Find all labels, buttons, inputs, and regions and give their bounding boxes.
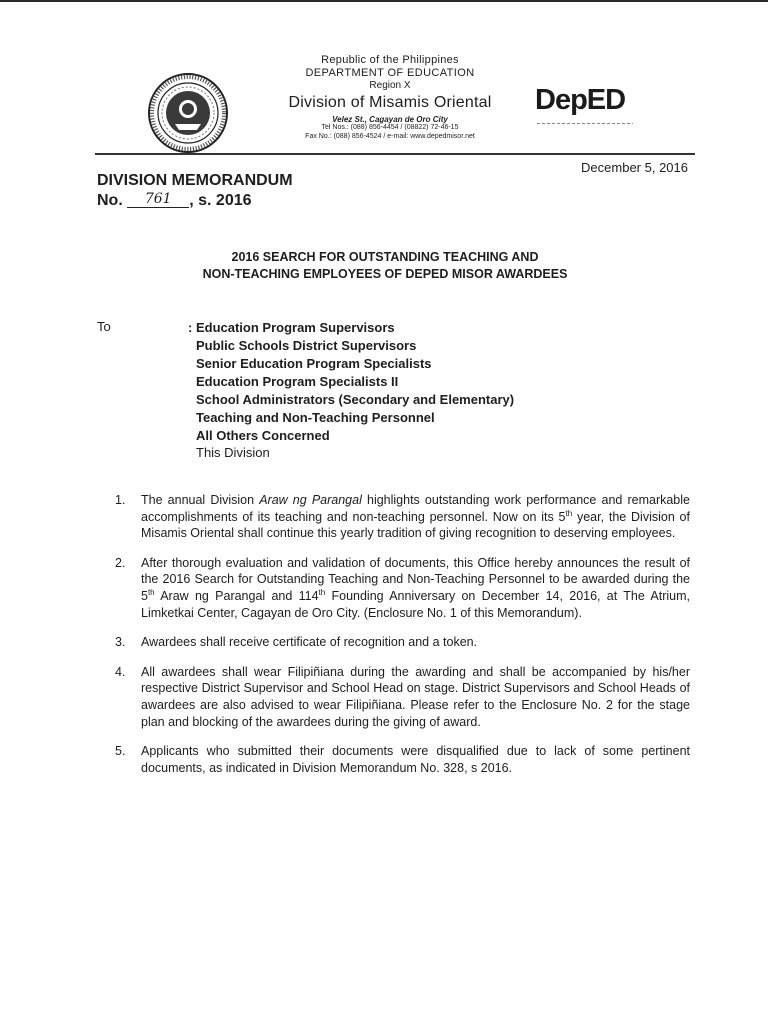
item-number: 5. [115,744,126,759]
recipient: : Education Program Supervisors [188,319,514,337]
memo-date: December 5, 2016 [581,160,688,175]
item-text-part: After thorough evaluation and validation of documents, this Office hereby announces the result of the 2016 Search for Outstanding Teaching and Non-Teaching Personnel to be awarded during the 5 [141,555,690,603]
item-number: 2. [115,555,126,570]
recipient-list [188,319,514,461]
recipient: School Administrators (Secondary and Elementary) [196,392,515,407]
memo-number-prefix: No. [97,192,123,209]
recipient: Education Program Specialists II [196,374,399,389]
item-text: All awardees shall wear Filipiñiana during the awarding and shall be accompanied by his/her respective District Supervisor and School Head on stage. District Supervisors and School Heads of awardees are also advised to wear Filipiñiana. Please refer to the Enclosure No. 2 for the stage plan and blocking of the awardees during the giving of award. [141,664,690,729]
list-item [115,743,690,776]
deped-logo [535,84,635,134]
item-number: 1. [115,493,126,507]
letterhead-telephone: Tel Nos.: (088) 856-4454 / (08822) 72-46-15 [321,124,459,132]
item-text-part: Founding Anniversary on December 14, 2016, at The Atrium, Limketkai Center, Cagayan de Oro City. (Enclosure No. 1 of this Memorandum). [141,588,690,620]
letterhead-region: Region X [369,80,411,92]
list-item [115,555,690,621]
to-label: To [97,319,111,334]
deped-tagline-icon [537,122,633,125]
memo-number-suffix: , s. 2016 [189,192,252,209]
item-text-italic: Araw ng Parangal [259,493,362,507]
item-number: 4. [115,664,126,679]
memo-subject [140,249,630,283]
memo-title: DIVISION MEMORANDUM [97,172,293,189]
item-superscript: th [318,587,326,597]
item-number: 3. [115,635,126,650]
list-item [115,492,690,542]
memo-body [115,492,690,789]
letterhead [240,54,540,141]
top-border [0,0,768,2]
recipient: Teaching and Non-Teaching Personnel [196,410,435,425]
letterhead-republic: Republic of the Philippines [321,54,459,66]
letterhead-fax-email: Fax No.: (088) 856-4524 / e-mail: www.depedmisor.net [305,132,475,140]
subject-line: NON-TEACHING EMPLOYEES OF DEPED MISOR AWARDEES [202,266,568,281]
item-text [141,555,690,621]
list-item [115,664,690,730]
deped-seal-icon [147,72,229,154]
item-text-part: year, the Division of Misamis Oriental shall continue this yearly tradition of giving recognition to deserving employees. [141,509,690,541]
memo-number-handwritten: 761 [127,191,189,208]
item-text: Awardees shall receive certificate of recognition and a token. [141,635,478,650]
recipient: All Others Concerned [196,428,330,443]
item-text-part: Araw ng Parangal and 114 [154,588,319,603]
letterhead-rule [95,153,695,155]
item-text-part: highlights outstanding work performance and remarkable accomplishments of its teaching and non-teaching personnel. Now on its 5 [141,493,690,524]
item-superscript: th [565,508,573,518]
recipient-footer: This Division [196,445,270,460]
letterhead-division: Division of Misamis Oriental [288,94,492,112]
recipient: Public Schools District Supervisors [196,338,417,353]
deped-logo-text: DepED [535,84,626,116]
list-item [115,634,690,651]
letterhead-address: Velez St., Cagayan de Oro City [332,114,448,124]
letterhead-department: DEPARTMENT OF EDUCATION [305,67,475,80]
subject-line: 2016 SEARCH FOR OUTSTANDING TEACHING AND [231,250,539,264]
memo-number [97,192,252,210]
item-text-part: The annual Division [141,493,260,507]
item-text: Applicants who submitted their documents were disqualified due to lack of some pertinent documents, as indicated in Division Memorandum No. 328, s 2016. [141,744,690,775]
item-text [141,492,690,542]
recipient: Senior Education Program Specialists [196,356,432,371]
item-superscript: th [147,587,155,597]
